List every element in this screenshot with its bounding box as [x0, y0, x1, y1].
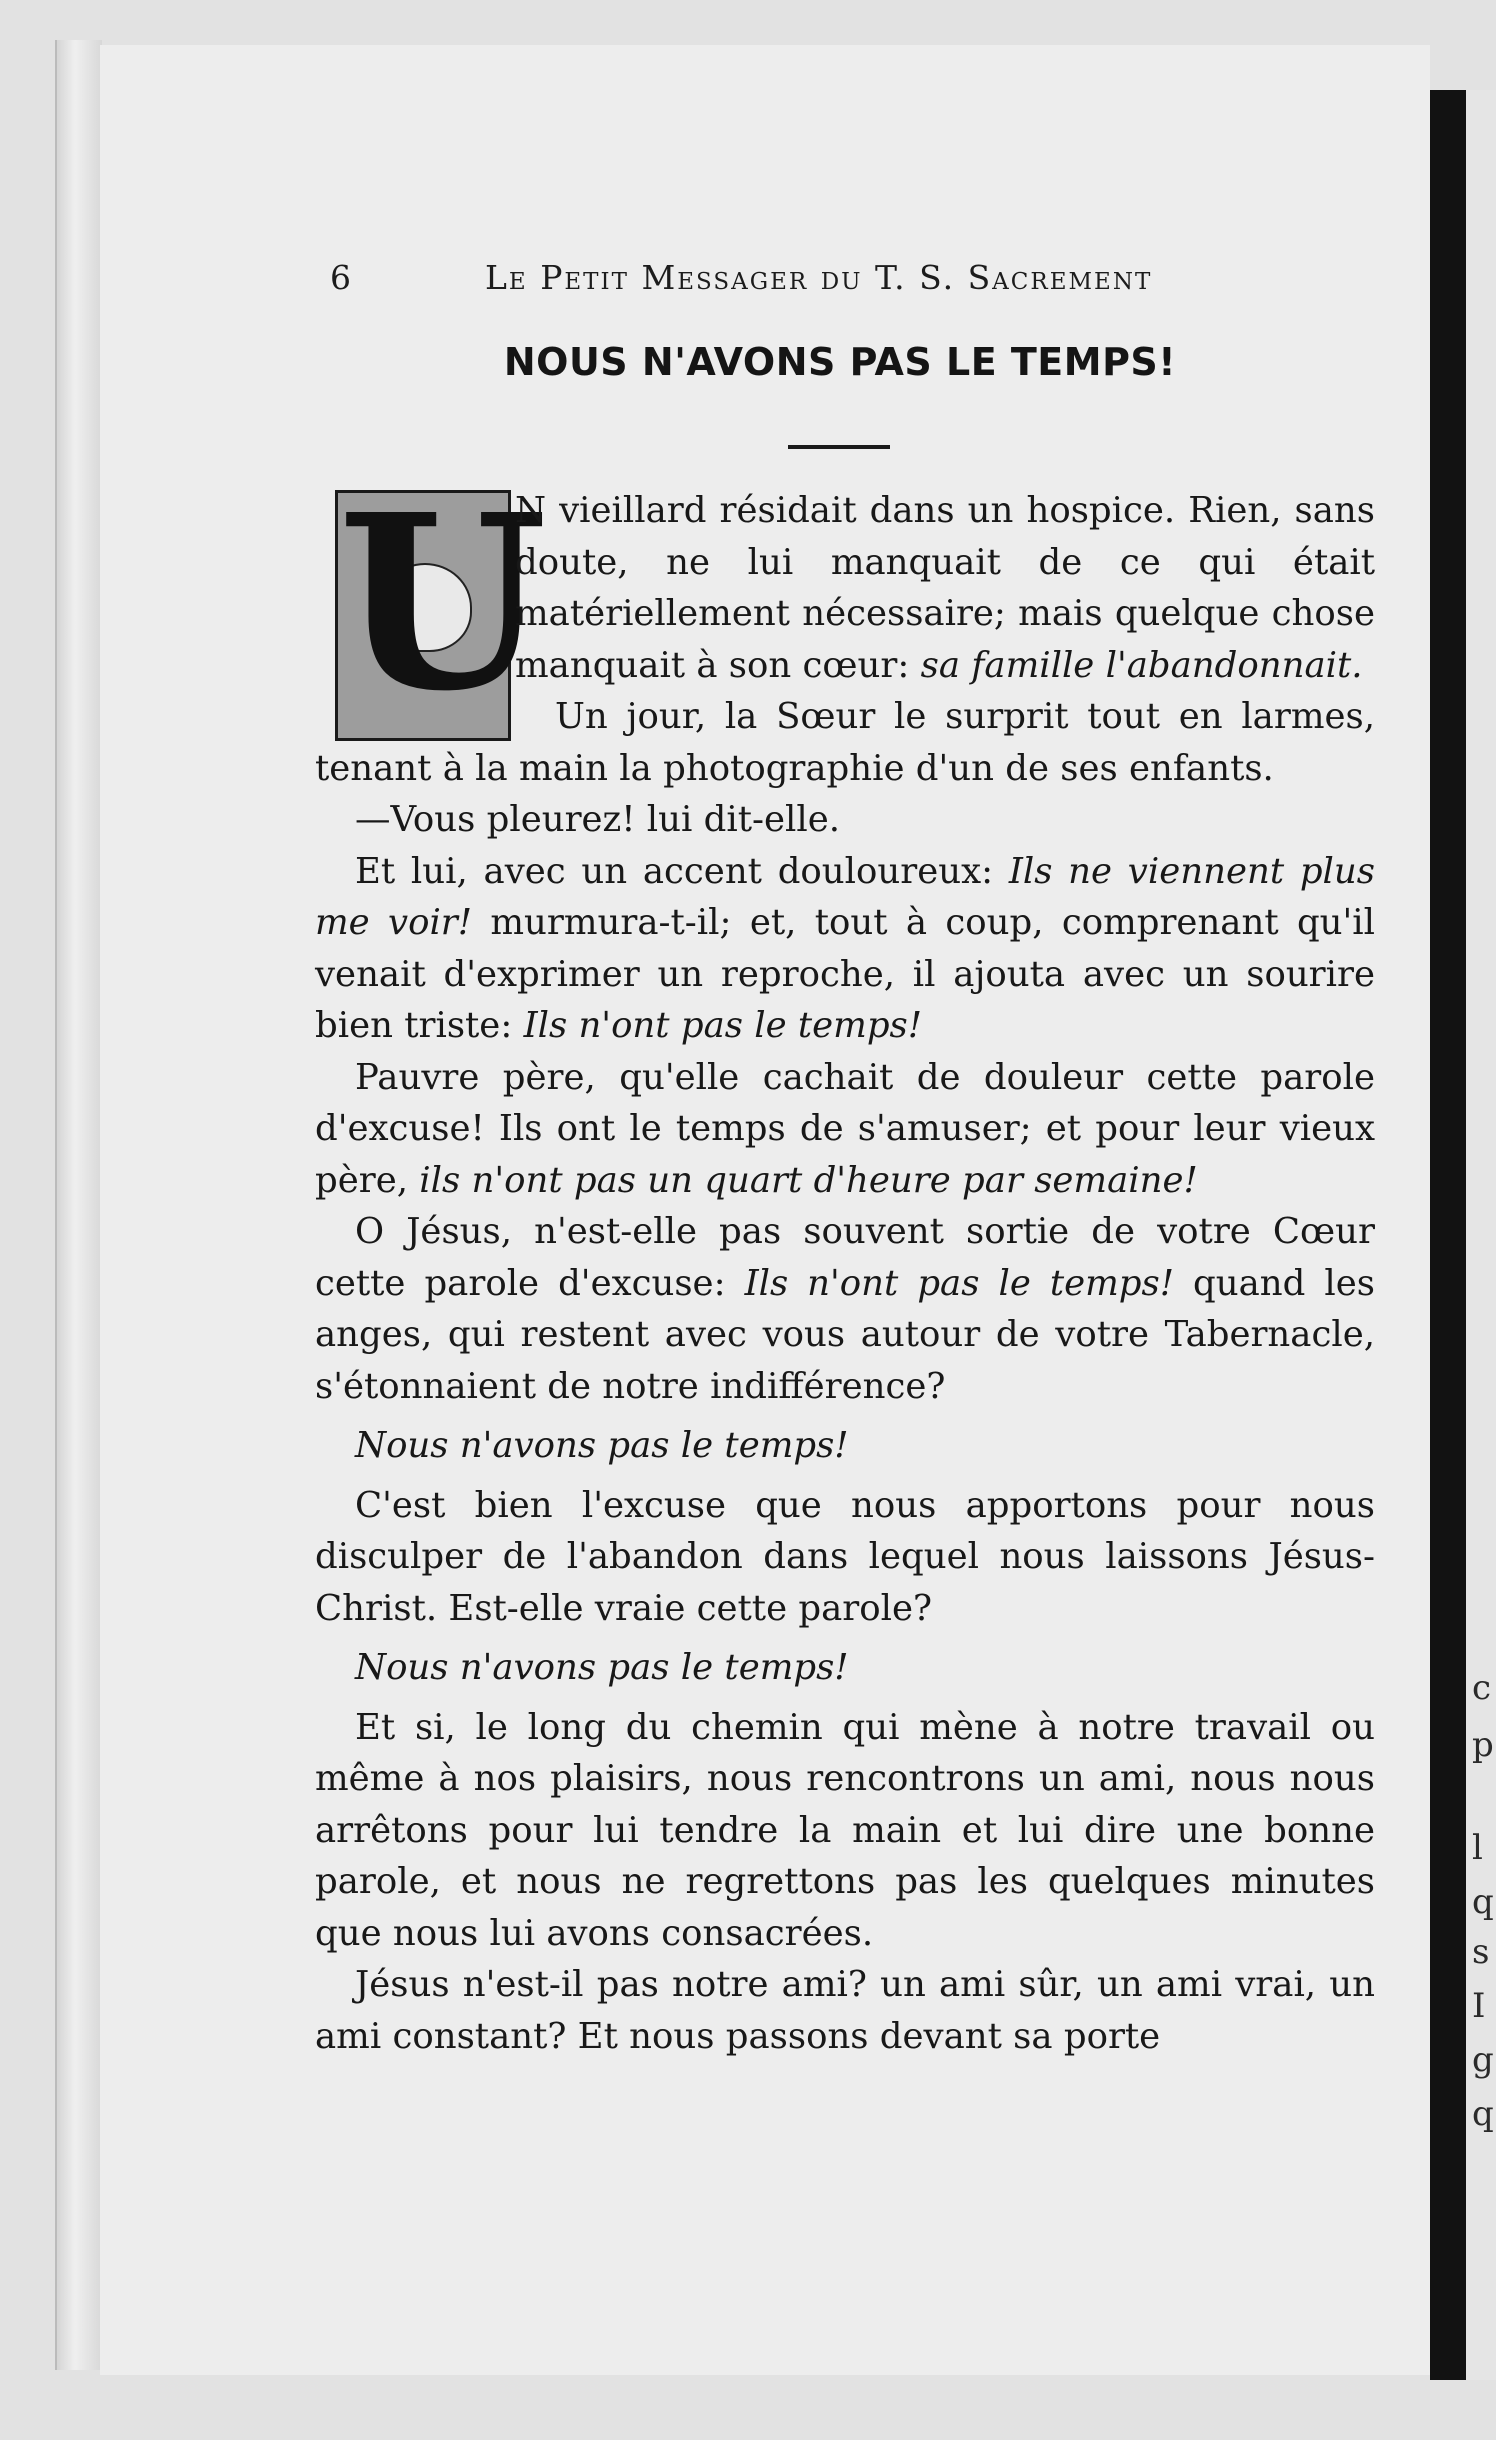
adjacent-page-fragment — [1466, 90, 1496, 2380]
dropcap-letter: U — [338, 462, 548, 744]
next-page-char: q — [1472, 2094, 1494, 2134]
next-page-char: l — [1472, 1828, 1483, 1868]
title-rule — [788, 445, 890, 449]
paragraph-4: Et lui, avec un accent douloureux: Ils ne viennent plus me voir! murmura-t-il; et, tout à coup, comprenant qu'il venait d'exprimer un reproche, il ajouta avec un sourire bien triste: Ils n'ont pas le temps! — [315, 850, 1375, 1046]
book-page-edges — [55, 40, 102, 2370]
paragraph-6: O Jésus, n'est-elle pas souvent sortie de votre Cœur cette parole d'excuse: Ils n'ont pas le temps! quand les anges, qui restent avec vous autour de votre Tabernacle, s'étonnaient de notre indifférence? — [315, 1211, 1375, 1407]
paragraph-3: —Vous pleurez! lui dit-elle. — [355, 799, 841, 840]
article-title: NOUS N'AVONS PAS LE TEMPS! — [503, 340, 1177, 384]
paragraph-10: Et si, le long du chemin qui mène à notre travail ou même à nos plaisirs, nous rencontrons un ami, nous nous arrêtons pour lui tendre la main et lui dire une bonne parole, et nous ne regrettons pas les quelques minutes que nous lui avons consacrées. — [315, 1706, 1375, 1954]
book-gutter-shadow — [1430, 90, 1466, 2380]
next-page-char: c — [1472, 1668, 1492, 1708]
next-page-char: g — [1472, 2040, 1494, 2080]
article-body — [315, 462, 1375, 2062]
paragraph-5: Pauvre père, qu'elle cachait de douleur cette parole d'excuse! Ils ont le temps de s'amuser; et pour leur vieux père, ils n'ont pas un quart d'heure par semaine! — [315, 1056, 1375, 1201]
next-page-char: q — [1472, 1882, 1494, 1922]
next-page-char: s — [1472, 1932, 1490, 1972]
running-head-title: Le Petit Messager du T. S. Sacrement — [485, 258, 1153, 297]
paragraph-8: C'est bien l'excuse que nous apportons pour nous disculper de l'abandon dans lequel nous laissons Jésus-Christ. Est-elle vraie cette parole? — [315, 1484, 1375, 1629]
paragraph-1: N vieillard résidait dans un hospice. Rien, sans doute, ne lui manquait de ce qui était matériellement nécessaire; mais quelque chose manquait à son cœur: sa famille l'abandonnait. — [515, 490, 1375, 686]
next-page-char: p — [1472, 1725, 1494, 1765]
running-head — [300, 258, 1271, 318]
paragraph-2: Un jour, la Sœur le surprit tout en larmes, tenant à la main la photographie d'un de ses enfants. — [315, 696, 1375, 789]
paragraph-9: Nous n'avons pas le temps! — [355, 1647, 849, 1688]
paragraph-11: Jésus n'est-il pas notre ami? un ami sûr, un ami vrai, un ami constant? Et nous passons devant sa porte — [315, 1964, 1375, 2057]
page-number: 6 — [330, 258, 351, 297]
next-page-char: I — [1472, 1986, 1486, 2026]
paragraph-7: Nous n'avons pas le temps! — [355, 1425, 849, 1466]
